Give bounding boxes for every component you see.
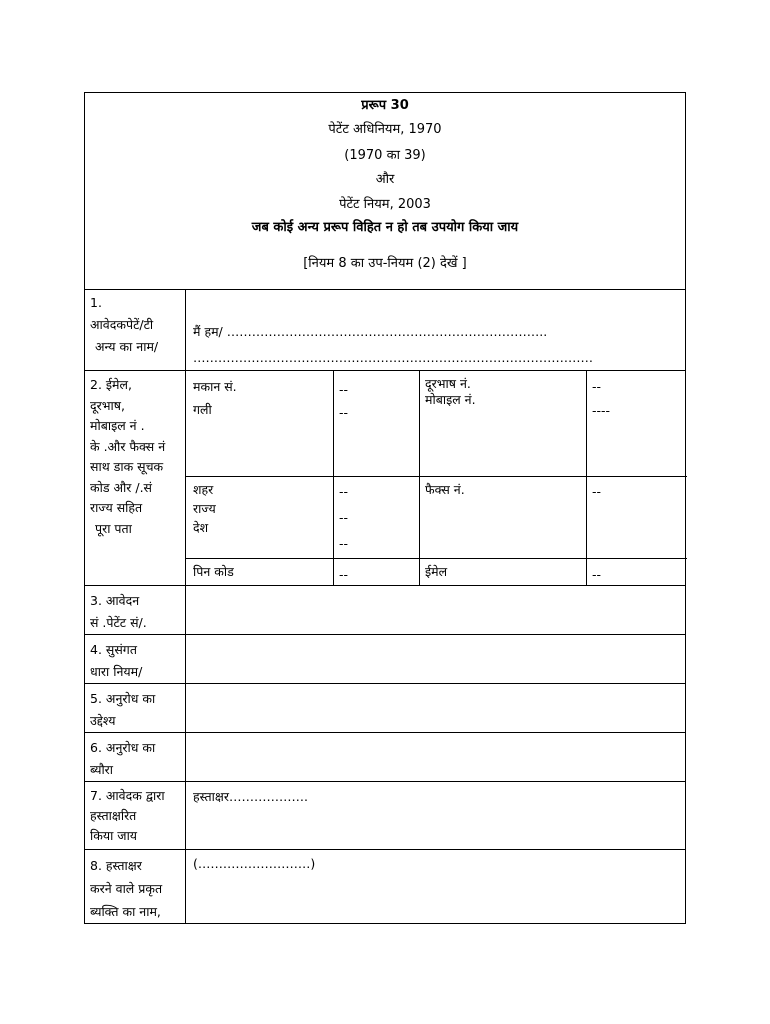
row-2-label-line3: मोबाइल नं .	[90, 418, 145, 433]
row-request-details	[85, 733, 685, 782]
pin-code-label: पिन कोड	[193, 564, 234, 579]
rule-reference: [नियम 8 का उप-नियम (2) देखें ]	[303, 256, 467, 271]
street-label: गली	[193, 402, 212, 417]
row-8-label-line1: 8. हस्ताक्षर	[90, 858, 142, 873]
rules-title: पेटेंट नियम, 2003	[339, 197, 431, 212]
row-4-label-line2: धारा नियम/	[90, 664, 143, 679]
form-30	[84, 92, 686, 924]
row-1-label-line1: आवेदकपेटें/टी	[90, 317, 154, 332]
street-value[interactable]: --	[339, 405, 349, 420]
house-number-value[interactable]: --	[339, 382, 349, 397]
row-8-label	[85, 850, 186, 924]
act-number: (1970 का 39)	[344, 148, 426, 163]
applicant-name-field-line2[interactable]: ……………………………………………………………………………………	[193, 350, 593, 365]
row-address	[85, 371, 685, 586]
phone-value[interactable]: --	[592, 379, 602, 394]
divider	[333, 371, 334, 585]
email-value[interactable]: --	[592, 567, 602, 582]
row-1-number: 1.	[90, 295, 102, 310]
mobile-value[interactable]: ----	[592, 403, 611, 418]
row-5-label	[85, 684, 186, 732]
country-label: देश	[193, 520, 209, 535]
form-header	[85, 93, 685, 290]
row-4-label-line1: 4. सुसंगत	[90, 642, 137, 657]
row-2-label-line4: के .और फैक्स नं	[90, 438, 166, 454]
divider	[186, 558, 687, 559]
row-7-label	[85, 782, 186, 849]
row-1-label	[85, 290, 186, 370]
row-3-label-line2: सं .पेटेंट सं/.	[90, 615, 147, 630]
row-8-label-line2: करने वाले प्रकृत	[90, 881, 163, 896]
row-application-number	[85, 586, 685, 635]
row-2-label-line2: दूरभाष,	[90, 397, 125, 413]
row-2-label-line1: 2. ईमेल,	[90, 377, 132, 392]
row-signatory-name	[85, 850, 685, 924]
row-5-label-line1: 5. अनुरोध का	[90, 691, 156, 706]
mobile-label: मोबाइल नं.	[425, 392, 476, 407]
city-value[interactable]: --	[339, 484, 349, 499]
pin-code-value[interactable]: --	[339, 567, 349, 582]
email-label: ईमेल	[425, 564, 448, 579]
row-1-label-line2: अन्य का नाम/	[95, 339, 159, 354]
row-5-label-line2: उद्देश्य	[90, 713, 116, 728]
row-applicant-name	[85, 290, 685, 371]
form-number: प्ररूप 30	[361, 98, 409, 113]
row-6-label	[85, 733, 186, 781]
row-8-label-line3: ब्यक्ति का नाम,	[90, 904, 161, 919]
row-2-label	[85, 371, 186, 585]
row-3-label	[85, 586, 186, 634]
row-request-purpose	[85, 684, 685, 733]
signatory-name-field[interactable]: (………………………)	[193, 856, 316, 871]
row-7-label-line2: हस्ताक्षरित	[90, 808, 137, 823]
and-text: और	[375, 172, 395, 187]
state-label: राज्य	[193, 501, 216, 516]
fax-label: फैक्स नं.	[425, 482, 465, 497]
row-2-label-line8: पूरा पता	[95, 520, 132, 536]
row-6-label-line2: ब्यौरा	[90, 762, 114, 777]
city-label: शहर	[193, 482, 214, 497]
row-7-label-line1: 7. आवेदक द्वारा	[90, 788, 165, 803]
row-4-label	[85, 635, 186, 683]
divider	[419, 371, 420, 585]
country-value[interactable]: --	[339, 536, 349, 551]
row-signature	[85, 782, 685, 850]
row-2-label-line7: राज्य सहित	[90, 500, 143, 515]
row-relevant-section	[85, 635, 685, 684]
act-title: पेटेंट अधिनियम, 1970	[328, 122, 442, 137]
state-value[interactable]: --	[339, 510, 349, 525]
signature-field[interactable]: हस्ताक्षर……………….	[193, 789, 308, 804]
divider	[186, 476, 687, 477]
usage-note: जब कोई अन्य प्ररूप विहित न हो तब उपयोग किया जाय	[251, 220, 519, 235]
row-2-label-line5: साथ डाक सूचक	[90, 459, 164, 474]
row-3-label-line1: 3. आवेदन	[90, 593, 140, 608]
applicant-name-field[interactable]: मैं हम/ …………………………………………………………………..	[193, 324, 548, 339]
row-2-label-line6: कोड और /.सं	[90, 479, 153, 495]
row-6-label-line1: 6. अनुरोध का	[90, 740, 156, 755]
phone-label: दूरभाष नं.	[425, 376, 471, 391]
divider	[586, 371, 587, 585]
row-7-label-line3: किया जाय	[90, 828, 138, 843]
house-number-label: मकान सं.	[193, 379, 237, 394]
fax-value[interactable]: --	[592, 484, 602, 499]
